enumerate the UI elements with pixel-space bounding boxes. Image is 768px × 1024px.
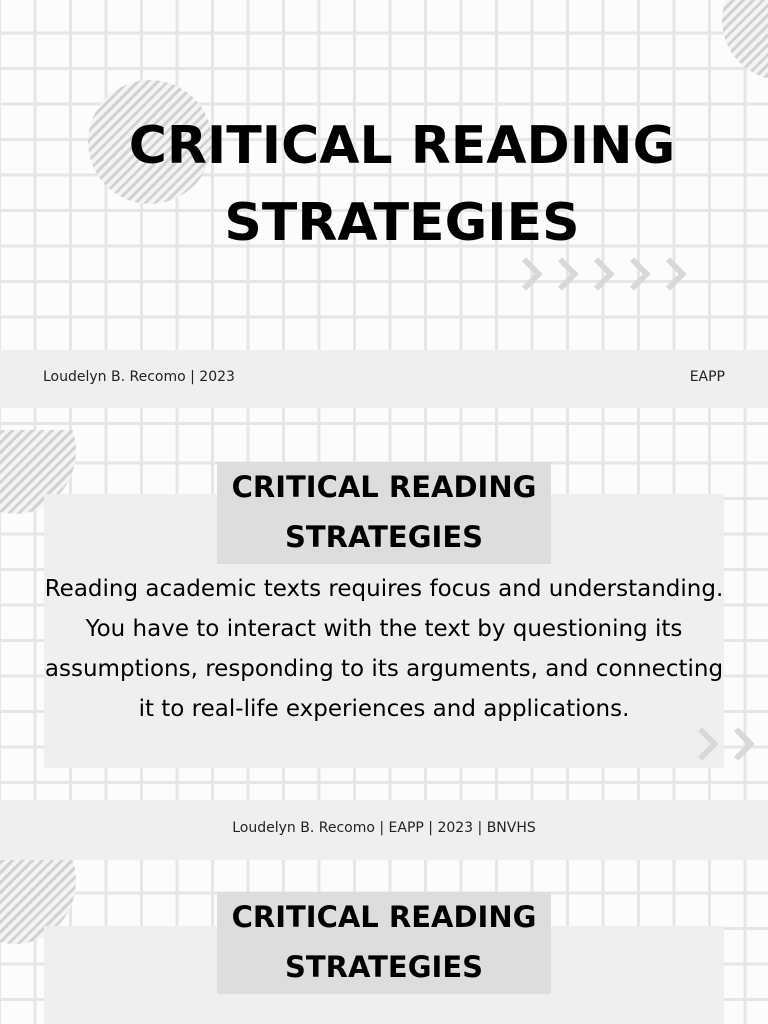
chevron-right-icon	[509, 257, 543, 291]
chevron-right-icon	[685, 727, 719, 761]
chevron-right-icon	[545, 257, 579, 291]
author-year: Loudelyn B. Recomo | 2023	[43, 369, 235, 385]
heading-line: CRITICAL READING	[231, 900, 537, 934]
chevron-right-icon	[617, 257, 651, 291]
page-title	[0, 108, 768, 262]
section-heading	[217, 462, 551, 564]
chevron-right-icon	[721, 727, 755, 761]
chevron-right-icon-group	[514, 262, 694, 286]
subject-label: EAPP	[689, 369, 725, 385]
footer-band	[0, 350, 768, 408]
chevron-right-icon	[757, 727, 768, 761]
chevron-right-icon	[653, 257, 687, 291]
slide-title	[0, 0, 768, 430]
title-line: STRATEGIES	[224, 193, 580, 253]
chevron-right-icon-group	[690, 732, 768, 756]
footer-credit: Loudelyn B. Recomo | EAPP | 2023 | BNVHS	[232, 820, 536, 836]
title-line: CRITICAL READING	[128, 116, 676, 176]
slide-content-partial	[0, 860, 768, 1024]
slide-content	[0, 430, 768, 860]
heading-line: STRATEGIES	[284, 950, 484, 984]
striped-circle-decoration	[722, 0, 768, 80]
heading-line: STRATEGIES	[284, 520, 484, 554]
chevron-right-icon	[581, 257, 615, 291]
footer-band	[0, 800, 768, 860]
heading-line: CRITICAL READING	[231, 470, 537, 504]
section-heading	[217, 892, 551, 994]
body-paragraph: Reading academic texts requires focus and understanding. You have to interact with the text by questioning its assumptions, responding to its arguments, and connecting it to real-life experiences and applications.	[44, 576, 724, 722]
